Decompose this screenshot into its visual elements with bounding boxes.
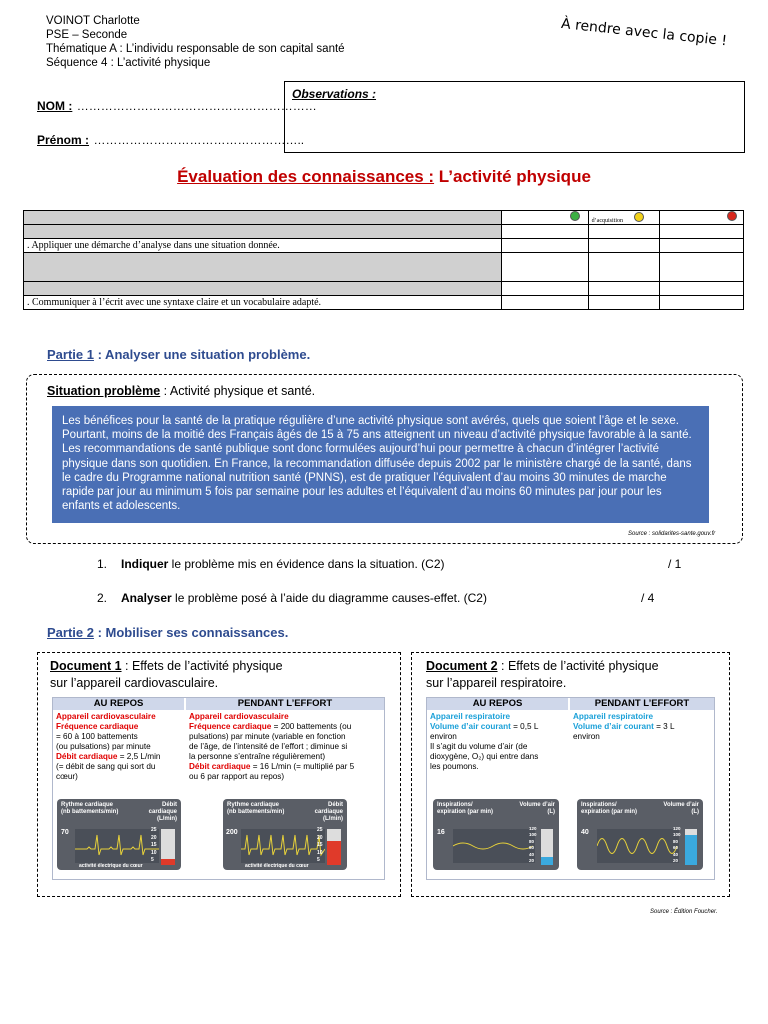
doc1-rest-heart-rate: 70 [61, 829, 69, 836]
checkbox-cell[interactable] [502, 239, 588, 253]
doc2-effort-volume-label: Volume d’air (L) [663, 802, 699, 815]
question-text: le problème mis en évidence dans la situation. (C2) [168, 557, 445, 571]
doc2-effort-volume-fill [685, 835, 697, 865]
yellow-smiley-icon [634, 212, 644, 222]
panel-text-line: Débit cardiaque = 16 L/min (= multiplié par 5 [189, 762, 355, 771]
doc1-effort-column [186, 698, 384, 784]
checkbox-cell[interactable] [588, 225, 659, 239]
row-label: . Communiquer à l’écrit avec une syntaxe claire et un vocabulaire adapté. [24, 296, 502, 310]
table-row [24, 239, 744, 253]
scale-tick: 100 [673, 832, 681, 838]
doc1-effort-text [186, 710, 384, 784]
doc1-rest-monitor-label: Rythme cardiaque (nb battements/min) [61, 802, 119, 815]
doc2-effort-volume-gauge [685, 829, 697, 865]
checkbox-cell[interactable] [588, 282, 659, 296]
scale-tick: 80 [673, 838, 679, 844]
document-2-subject: : Effets de l’activité physique [497, 659, 659, 673]
panel-text-line: Appareil respiratoire [573, 712, 654, 721]
situation-source: Source : solidarites-sante.gouv.fr [628, 531, 716, 537]
doc1-effort-monitor-label: Rythme cardiaque (nb battements/min) [227, 802, 285, 815]
question-number: 1. [97, 557, 108, 571]
scale-tick: 80 [529, 838, 535, 844]
doc2-rest-volume-gauge [541, 829, 553, 865]
document-1-title [50, 658, 283, 692]
doc1-rest-flow-label: Débit cardiaque (L/min) [148, 802, 177, 822]
situation-heading [47, 384, 315, 398]
panel-text-line: les poumons. [430, 762, 479, 771]
doc2-rest-volume-label: Volume d’air (L) [519, 802, 555, 815]
scale-tick: 20 [151, 834, 157, 841]
panel-text-line: Fréquence cardiaque [56, 722, 139, 731]
question-1 [97, 557, 657, 571]
panel-text-line: environ [573, 732, 600, 741]
partie1-title: : Analyser une situation problème. [93, 347, 311, 362]
doc2-effort-heading: PENDANT L’EFFORT [570, 698, 714, 710]
situation-label: Situation problème [47, 384, 161, 398]
row-label [24, 225, 502, 239]
question-verb: Analyser [121, 591, 172, 605]
theme-line: Thématique A : L’individu responsable de son capital santé [46, 43, 345, 55]
scale-tick: 10 [151, 849, 157, 856]
acquisition-label: d’acquisition [591, 217, 623, 224]
doc2-effort-column [570, 698, 714, 744]
scale-tick: 25 [317, 827, 323, 833]
partie1-number: Partie 1 [47, 347, 94, 362]
partie2-heading [47, 625, 288, 640]
panel-text-line: Appareil respiratoire [430, 712, 511, 721]
doc1-effort-flow-fill [327, 841, 341, 865]
doc2-rest-volume-fill [541, 857, 553, 865]
checkbox-cell[interactable] [659, 239, 743, 253]
question-text: le problème posé à l’aide du diagramme causes-effet. (C2) [171, 591, 487, 605]
panel-text-line: ou 6 par rapport au repos) [189, 772, 285, 781]
scale-tick: 60 [673, 845, 679, 851]
document-1-figure [52, 697, 385, 880]
doc1-rest-caption: activité électrique du cœur [79, 863, 143, 869]
return-note: À rendre avec la copie ! [560, 16, 728, 50]
doc1-effort-heart-rate: 200 [226, 829, 238, 836]
scale-tick: 20 [317, 834, 323, 841]
doc2-effort-monitor [577, 799, 703, 870]
doc1-rest-monitor [57, 799, 181, 870]
checkbox-cell[interactable] [588, 239, 659, 253]
doc2-rest-monitor-label: Inspirations/ expiration (par min) [437, 802, 494, 815]
panel-text-line: dioxygène, O₂) qui entre dans [430, 752, 539, 761]
doc2-effort-scale [673, 826, 681, 864]
evaluation-table [23, 210, 744, 310]
document-2-figure [426, 697, 715, 880]
row-label: . Appliquer une démarche d’analyse dans une situation donnée. [24, 239, 502, 253]
document-1-subject: : Effets de l’activité physique [121, 659, 283, 673]
situation-subject: : Activité physique et santé. [160, 384, 316, 398]
documents-source: Source : Édition Foucher. [650, 909, 718, 915]
panel-text-line: de l’âge, de l’intensité de l’effort ; diminue si [189, 742, 348, 751]
question-number: 2. [97, 591, 108, 605]
red-smiley-icon [727, 211, 737, 221]
question-2 [97, 591, 657, 605]
scale-tick: 40 [673, 851, 679, 857]
table-row [24, 225, 744, 239]
panel-text-line: Il s’agit du volume d’air (de [430, 742, 528, 751]
panel-text-line: (ou pulsations) par minute [56, 742, 151, 751]
scale-tick: 5 [151, 857, 154, 863]
scale-tick: 20 [529, 858, 535, 864]
panel-text-line: = 60 à 100 battements [56, 732, 138, 741]
observations-box[interactable] [284, 81, 745, 153]
doc2-effort-breath-trace [597, 829, 679, 863]
observations-label: Observations : [292, 87, 377, 101]
scale-tick: 40 [529, 851, 535, 857]
nom-row [37, 97, 317, 115]
doc1-effort-monitor [223, 799, 347, 870]
panel-text-line: la personne s’entraîne régulièrement) [189, 752, 326, 761]
panel-text-line: Fréquence cardiaque = 200 battements (ou [189, 722, 352, 731]
document-2-title [426, 658, 659, 692]
scale-tick: 15 [317, 842, 323, 848]
panel-text-line: (= débit de sang qui sort du [56, 762, 156, 771]
doc2-rest-breath-trace [453, 829, 535, 863]
doc1-effort-flow-label: Débit cardiaque (L/min) [314, 802, 343, 822]
scale-tick: 60 [529, 845, 535, 851]
panel-text-line: Appareil cardiovasculaire [189, 712, 289, 721]
doc2-rest-text [427, 710, 568, 774]
document-1-label: Document 1 [50, 659, 122, 673]
checkbox-cell[interactable] [659, 253, 743, 282]
partie2-number: Partie 2 [47, 625, 94, 640]
doc1-effort-ecg-trace [241, 829, 325, 863]
scale-tick: 20 [673, 858, 679, 864]
document-2-label: Document 2 [426, 659, 498, 673]
scale-tick: 25 [151, 827, 157, 833]
sequence-line: Séquence 4 : L’activité physique [46, 57, 211, 69]
checkbox-cell[interactable] [659, 296, 743, 310]
doc1-rest-heading: AU REPOS [53, 698, 184, 710]
checkbox-cell[interactable] [502, 282, 588, 296]
doc1-effort-flow-gauge [327, 829, 341, 865]
checkbox-cell[interactable] [502, 225, 588, 239]
doc1-rest-column [53, 698, 184, 784]
doc2-effort-breath-rate: 40 [581, 829, 589, 836]
panel-text-line: Volume d’air courant = 3 L [573, 722, 675, 731]
question-1-score: / 1 [668, 557, 682, 571]
checkbox-cell[interactable] [502, 296, 588, 310]
table-header-row [24, 211, 744, 225]
doc2-rest-column [427, 698, 568, 774]
header-red [659, 211, 743, 225]
partie1-heading [47, 347, 310, 362]
doc2-rest-monitor [433, 799, 559, 870]
header-cell [24, 211, 502, 225]
checkbox-cell[interactable] [588, 296, 659, 310]
situation-text: Les bénéfices pour la santé de la pratique régulière d’une activité physique sont avérés, quels que soient l’âge et le sexe. Pourtant, moins de la moitié des Français âgés de 15 à 75 ans atteignent un niveau d’activité physique favorable à la santé. Les recommandations de santé publique sont donc formulées aujourd’hui pour permettre à chacun d’intégrer l’activité physique dans son quotidien. En France, la recommandation diffusée depuis 2002 par le ministère chargé de la santé, dans le cadre du Programme national nutrition santé (PNNS), est de pratiquer l’équivalent d’au moins 30 minutes de marche rapide par jour au minimum 5 fois par semaine pour les adultes et l’équivalent d’au moins 60 minutes par jour pour les enfants et adolescents. [52, 406, 709, 523]
scale-tick: 120 [529, 826, 537, 831]
doc1-rest-scale [151, 827, 157, 865]
page-title [0, 167, 768, 187]
class-line: PSE – Seconde [46, 29, 128, 41]
doc1-rest-flow-gauge [161, 829, 175, 865]
author-line: VOINOT Charlotte [46, 15, 140, 27]
scale-tick: 100 [529, 832, 537, 838]
row-label [24, 282, 502, 296]
panel-text-line: cœur) [56, 772, 78, 781]
doc2-rest-heading: AU REPOS [427, 698, 568, 710]
panel-text-line: Volume d’air courant = 0,5 L [430, 722, 539, 731]
doc1-effort-scale [317, 827, 323, 865]
title-subject: L’activité physique [434, 167, 591, 186]
header-block [46, 14, 345, 70]
scale-tick: 10 [317, 849, 323, 856]
nom-field[interactable]: …………………………………………………… [76, 99, 317, 113]
panel-text-line: pulsations) par minute (variable en fonction [189, 732, 346, 741]
partie2-title: : Mobiliser ses connaissances. [93, 625, 289, 640]
doc2-effort-monitor-label: Inspirations/ expiration (par min) [581, 802, 638, 815]
doc1-rest-flow-fill [161, 859, 175, 865]
panel-text-line: Débit cardiaque = 2,5 L/min [56, 752, 161, 761]
document-2-subject-line2: sur l’appareil respiratoire. [426, 676, 567, 690]
doc1-effort-heading: PENDANT L’EFFORT [186, 698, 384, 710]
checkbox-cell[interactable] [502, 253, 588, 282]
panel-text-line: environ [430, 732, 457, 741]
prenom-row [37, 131, 304, 149]
title-prefix: Évaluation des connaissances : [177, 167, 435, 186]
document-1-subject-line2: sur l’appareil cardiovasculaire. [50, 676, 219, 690]
prenom-label: Prénom : [37, 133, 90, 147]
doc2-rest-scale [529, 826, 537, 864]
green-smiley-icon [570, 211, 580, 221]
table-row [24, 282, 744, 296]
table-row [24, 296, 744, 310]
question-2-score: / 4 [641, 591, 655, 605]
panel-text-line: Appareil cardiovasculaire [56, 712, 156, 721]
doc2-effort-text [570, 710, 714, 744]
header-yellow [588, 211, 659, 225]
scale-tick: 15 [151, 842, 157, 848]
doc2-rest-breath-rate: 16 [437, 829, 445, 836]
table-row [24, 253, 744, 282]
checkbox-cell[interactable] [588, 253, 659, 282]
doc1-effort-caption: activité électrique du cœur [245, 863, 309, 869]
header-green [502, 211, 588, 225]
nom-label: NOM : [37, 99, 73, 113]
scale-tick: 120 [673, 826, 681, 831]
doc1-rest-ecg-trace [75, 829, 159, 863]
row-label [24, 253, 502, 282]
checkbox-cell[interactable] [659, 225, 743, 239]
doc1-rest-text [53, 710, 184, 784]
scale-tick: 5 [317, 857, 320, 863]
checkbox-cell[interactable] [659, 282, 743, 296]
prenom-field[interactable]: …………………………………………….. [93, 133, 305, 147]
question-verb: Indiquer [121, 557, 169, 571]
